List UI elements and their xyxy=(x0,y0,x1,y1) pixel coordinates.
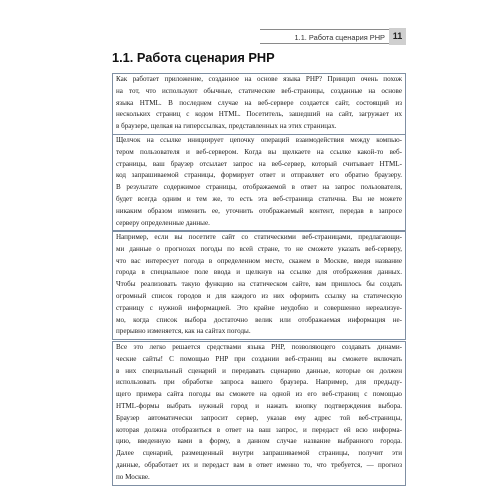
text-line: тером пользователя и веб-сервером. Когда вы щелкаете на ссылке какой-то веб- xyxy=(116,147,402,156)
text-line: Чтобы реализовать такую функцию на статическом сайте, вам пришлось бы создать xyxy=(116,280,402,289)
paragraph-link-click xyxy=(112,134,406,231)
text-line: будет всегда одним и тем же, то есть эта веб-страница статична. Вы не можете xyxy=(116,194,402,203)
text-line: мо, когда список выбора достаточно велик или отображаемая информация не- xyxy=(116,315,402,324)
running-head: 1.1. Работа сценария PHP xyxy=(260,29,389,44)
text-line: которая должна отобразиться в ответ на ваш запрос, и передаст ей всю информа- xyxy=(116,425,402,434)
page-number: 11 xyxy=(389,28,406,45)
text-line: использовать при обработке запроса вашего браузера. Например, для предыду- xyxy=(116,378,402,387)
text-line: Браузер автоматически запросит сервер, указав ему адрес той веб-страницы, xyxy=(116,413,402,422)
text-line: на тот, что используют обычные, статические веб-страницы, созданные на основе xyxy=(116,86,402,95)
text-line: цию, введенную вами в форму, в данном случае название выбранного города. xyxy=(116,437,402,446)
text-line: никаким образом изменить ее, уточнить отображаемый контент, передав в запросе xyxy=(116,206,402,215)
text-line: Далее сценарий, размещенный внутри запрашиваемой страницы, получит эти xyxy=(116,449,402,458)
text-line: по Москве. xyxy=(116,472,150,481)
section-title: 1.1. Работа сценария PHP xyxy=(112,50,275,65)
text-line: HTML-формы выбрать нужный город и нажать кнопку подтверждения выбора. xyxy=(116,401,402,410)
text-line: ми данные о прогнозах погоды по всей стране, то не сможете указать веб-серверу, xyxy=(116,244,402,253)
text-line: нескольких страниц с кодом HTML. Посетитель, зашедший на сайт, загружает их xyxy=(116,110,402,119)
text-line: В результате содержимое страницы, отображаемой в ответ на запрос пользователя, xyxy=(116,183,402,192)
text-line: Все это легко решается средствами языка PHP, позволяющего создавать динами- xyxy=(116,343,402,351)
text-line: щего примера сайта погоды вы сможете на одной из его веб-страниц с помощью xyxy=(116,390,402,399)
paragraph-weather-example xyxy=(112,231,406,340)
text-line: Щелчок на ссылке инициирует цепочку операций взаимодействия между компью- xyxy=(116,136,402,144)
text-line: огромный список городов и для каждого из них оформить ссылку на статическую xyxy=(116,291,402,300)
text-line: в браузере, щелкая на гиперссылках, представленных на этих страницах. xyxy=(116,122,337,131)
text-line: страницы, ваш браузер отсылает запрос на веб-сервер, который считывает HTML- xyxy=(116,159,402,168)
text-line: в них специальный сценарий и передавать сценарию данные, которые он должен xyxy=(116,366,402,375)
text-line: Например, если вы посетите сайт со статическими веб-страницами, предлагающи- xyxy=(116,233,402,241)
text-line: данные, обработает их и передаст вам в ответ именно то, что требуется, — прогноз xyxy=(116,460,402,469)
text-line: страницу с нужной информацией. Это крайне неудобно и совершенно нереализуе- xyxy=(116,303,402,312)
text-line: ческие сайты! С помощью PHP при создании веб-страниц вы сможете включать xyxy=(116,354,402,363)
text-line: прерывно изменяется, как на сайтах погоды. xyxy=(116,327,251,336)
paragraph-intro xyxy=(112,73,406,135)
paragraph-php-dynamic xyxy=(112,341,406,486)
text-line: что вас интересует погода в определенном месте, скажем в Москве, введя название xyxy=(116,256,402,265)
text-line: код запрашиваемой страницы, формирует ответ и отправляет его обратно браузеру. xyxy=(116,171,402,180)
text-line: серверу определенные данные. xyxy=(116,218,210,227)
text-line: языка HTML. В последнем случае на веб-сервере создается сайт, состоящий из xyxy=(116,98,402,107)
text-line: города в специальное поле ввода и щелкнув на ссылке для отображения данных. xyxy=(116,268,402,277)
text-line: Как работает приложение, созданное на основе языка PHP? Принцип очень похож xyxy=(116,75,402,83)
